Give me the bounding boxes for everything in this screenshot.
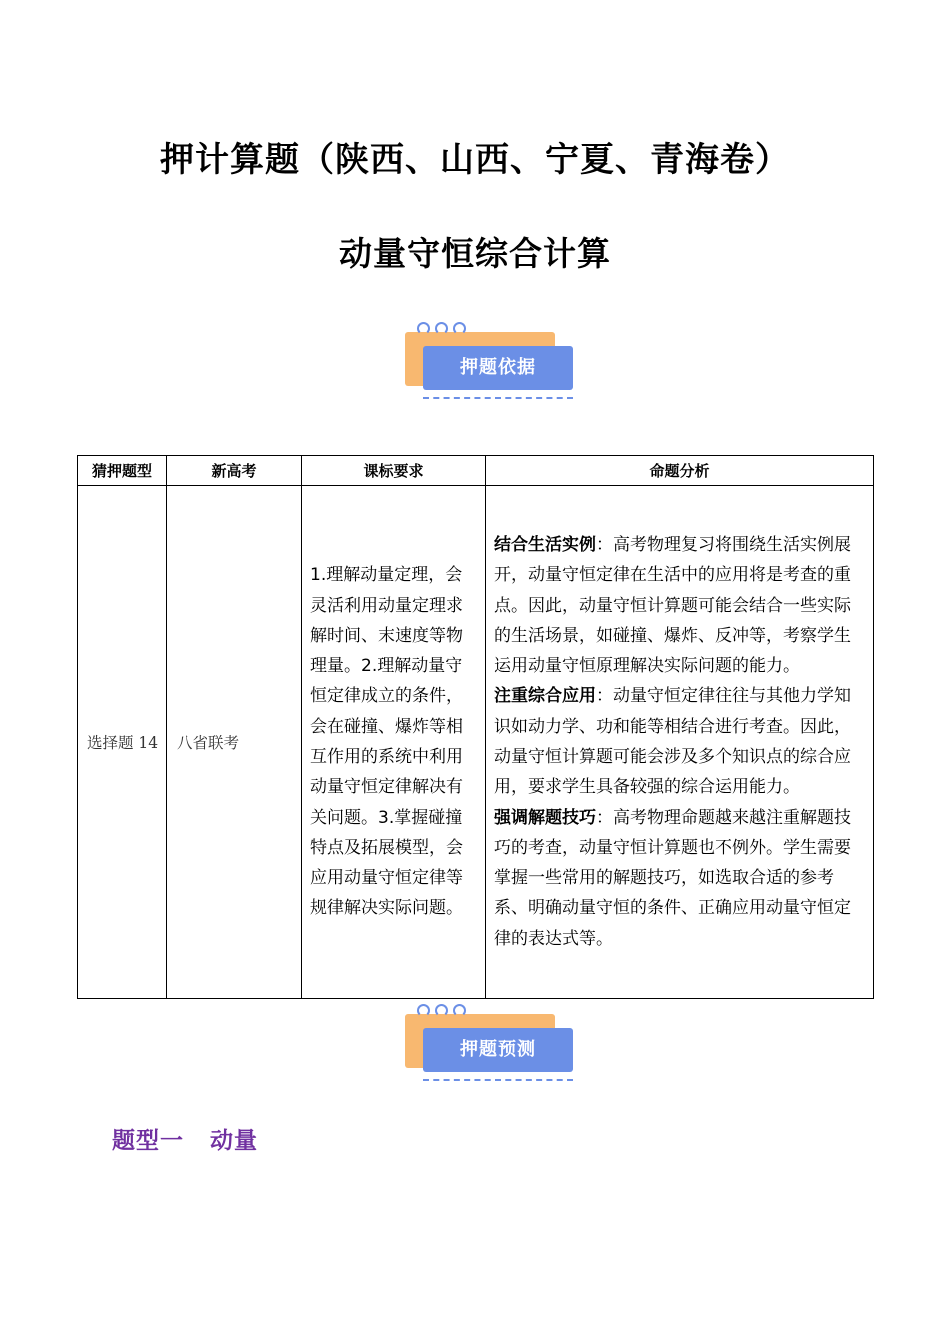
badge-dash-line <box>423 1079 573 1081</box>
cell-analysis <box>486 486 874 999</box>
badge-dash-line <box>423 397 573 399</box>
cell-exam: 八省联考 <box>167 486 302 999</box>
badge-basis <box>405 322 577 404</box>
analysis-point <box>494 530 865 681</box>
section-label: 题型一 <box>112 1128 184 1154</box>
analysis-heading: 结合生活实例 <box>494 534 596 555</box>
document-subtitle: 动量守恒综合计算 <box>339 234 611 273</box>
section-name: 动量 <box>210 1128 258 1154</box>
document-title: 押计算题（陕西、山西、宁夏、青海卷） <box>160 140 790 180</box>
header-type: 猜押题型 <box>78 456 167 486</box>
header-requirement: 课标要求 <box>302 456 486 486</box>
requirement-text: 1.理解动量定理，会灵活利用动量定理求解时间、末速度等物理量。2.理解动量守恒定律成立的条件，会在碰撞、爆炸等相互作用的系统中利用动量守恒定律解决有关问题。3.掌握碰撞特点及拓展模型，会应用动量守恒定律等规律解决实际问题。 <box>310 565 463 919</box>
table-row <box>78 486 874 999</box>
analysis-heading: 强调解题技巧 <box>494 807 596 828</box>
rings-icon <box>417 1004 477 1022</box>
badge-predict-label: 押题预测 <box>423 1028 573 1072</box>
rings-icon <box>417 322 477 340</box>
badge-predict <box>405 1004 577 1086</box>
table-header-row <box>78 456 874 486</box>
analysis-text: ：高考物理复习将围绕生活实例展开，动量守恒定律在生活中的应用将是考查的重点。因此，动量守恒计算题可能会结合一些实际的生活场景，如碰撞、爆炸、反冲等，考察学生运用动量守恒原理解决实际问题的能力。 <box>494 534 851 677</box>
cell-requirement <box>302 486 486 999</box>
badge-basis-label: 押题依据 <box>423 346 573 390</box>
analysis-text: ：高考物理命题越来越注重解题技巧的考查，动量守恒计算题也不例外。学生需要掌握一些常用的解题技巧，如选取合适的参考系、明确动量守恒的条件、正确应用动量守恒定律的表达式等。 <box>494 807 851 949</box>
analysis-heading: 注重综合应用 <box>494 686 596 707</box>
analysis-table <box>77 455 874 999</box>
analysis-point <box>494 803 865 954</box>
analysis-text: ：动量守恒定律往往与其他力学知识如动力学、功和能等相结合进行考查。因此，动量守恒计算题可能会涉及多个知识点的综合应用，要求学生具备较强的综合运用能力。 <box>494 686 851 798</box>
section-heading <box>112 1122 258 1155</box>
analysis-point <box>494 681 865 802</box>
header-analysis: 命题分析 <box>486 456 874 486</box>
cell-type: 选择题 14 <box>78 486 167 999</box>
header-exam: 新高考 <box>167 456 302 486</box>
